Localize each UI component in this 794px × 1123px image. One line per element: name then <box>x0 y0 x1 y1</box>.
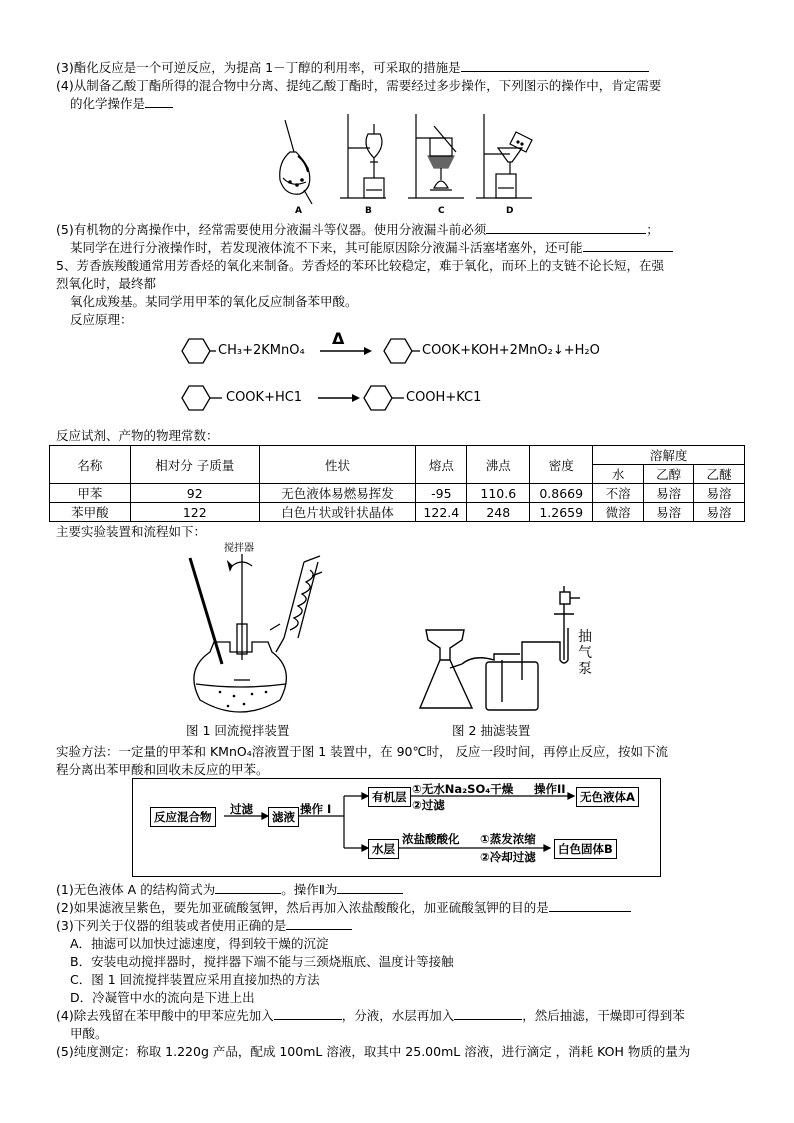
question-5: (5)纯度测定：称取 1.220g 产品，配成 100mL 溶液，取其中 25.00mL 溶液，进行滴定 ，消耗 KOH 物质的量为 <box>56 1044 691 1059</box>
q5-prior-line1: (5)有机物的分离操作中，经常需要使用分液漏斗等仪器。使用分液漏斗前必须 ； <box>56 222 659 237</box>
header-ethanol: 乙醇 <box>644 465 694 484</box>
method-line2: 程分离出苯甲酸和回收未反应的甲苯。 <box>56 762 269 777</box>
header-bp: 沸点 <box>467 446 530 484</box>
header-mp: 熔点 <box>416 446 467 484</box>
reaction1-left: CH₃+2KMnO₄ <box>218 343 305 358</box>
pump-label-1: 抽 <box>578 629 592 645</box>
flow-box-liquid-a: 无色液体A <box>576 787 639 807</box>
answer-blank[interactable] <box>549 899 631 912</box>
reaction1-right: COOK+KOH+2MnO₂↓+H₂O <box>422 343 600 358</box>
flow-label-evap: ①蒸发浓缩 <box>480 832 536 846</box>
method-line1: 实验方法：一定量的甲苯和 KMnO₄溶液置于图 1 装置中，在 90℃时， 反应一段时间，再停止反应，按如下流 <box>56 744 669 759</box>
answer-blank[interactable] <box>274 1007 342 1020</box>
stirrer-label: 搅拌器 <box>224 543 254 554</box>
cell-name: 苯甲酸 <box>50 503 131 522</box>
problem5-intro-line3: 氧化成羧基。某同学用甲苯的氧化反应制备苯甲酸。 <box>70 294 358 309</box>
reflux-stirring-apparatus-figure <box>180 552 340 716</box>
flow-box-aqueous: 水层 <box>368 839 399 859</box>
problem5-intro-line2: 烈氧化时，最终都 <box>56 276 157 291</box>
header-density: 密度 <box>530 446 593 484</box>
cell-ether: 易溶 <box>694 484 745 503</box>
cell-bp: 110.6 <box>467 484 530 503</box>
option-a: A．抽滤可以加快过滤速度，得到较干燥的沉淀 <box>70 936 329 951</box>
q3-prior-line: (3)酯化反应是一个可逆反应，为提高 1－丁醇的利用率，可采取的措施是 <box>56 59 649 76</box>
question-3: (3)下列关于仪器的组装或者使用正确的是 <box>56 917 352 934</box>
answer-blank[interactable] <box>337 881 403 894</box>
answer-blank[interactable] <box>145 95 173 108</box>
q4-prior-line2: 的化学操作是 <box>70 95 173 112</box>
fig2-caption: 图 2 抽滤装置 <box>452 723 531 738</box>
flow-label-dry: ①无水Na₂SO₄干燥 <box>412 782 514 796</box>
header-ether: 乙醚 <box>694 465 745 484</box>
benzene-ring-icon <box>174 380 224 416</box>
question-2: (2)如果滤液呈紫色，要先加亚硫酸氢钾，然后再加入浓盐酸酸化，加亚硫酸氢钾的目的是 <box>56 899 631 916</box>
cell-appearance: 白色片状或针状晶体 <box>259 503 416 522</box>
table-row <box>50 503 745 522</box>
answer-blank[interactable] <box>286 917 352 930</box>
cell-appearance: 无色液体易燃易挥发 <box>259 484 416 503</box>
option-d: D．冷凝管中水的流向是下进上出 <box>70 990 255 1005</box>
flow-label-acidify: 浓盐酸酸化 <box>402 832 460 846</box>
flow-box-solid-b: 白色固体B <box>554 839 617 859</box>
separation-apparatus-figure <box>270 112 540 218</box>
apparatus-b-icon <box>340 114 386 198</box>
question-4: (4)除去残留在苯甲酸中的甲苯应先加入 ，分液，水层再加入 ，然后抽滤，干燥即可得到苯 <box>56 1008 685 1023</box>
table-header-row <box>50 446 745 465</box>
flow-label-op1: 操作 I <box>300 802 332 816</box>
answer-blank[interactable] <box>461 59 649 72</box>
reaction-title: 反应原理： <box>70 312 133 327</box>
header-name: 名称 <box>50 446 131 484</box>
benzene-ring-icon <box>376 333 422 369</box>
answer-blank[interactable] <box>215 881 281 894</box>
answer-blank[interactable] <box>583 239 673 252</box>
pump-label-2: 气 <box>578 645 592 661</box>
option-c: C．图 1 回流搅拌装置应采用直接加热的方法 <box>70 972 320 987</box>
header-appearance: 性状 <box>259 446 416 484</box>
cell-ethanol: 易溶 <box>644 484 694 503</box>
apparatus-label-a: A <box>295 206 302 216</box>
pump-label-3: 泵 <box>578 661 592 677</box>
header-solubility: 溶解度 <box>593 446 745 465</box>
flow-label-cool: ②冷却过滤 <box>480 850 536 864</box>
q5-prior-line2: 某同学在进行分液操作时，若发现液体流不下来，其可能原因除分液漏斗活塞堵塞外，还可能 <box>70 239 673 256</box>
cell-bp: 248 <box>467 503 530 522</box>
flow-box-mixture: 反应混合物 <box>150 807 216 827</box>
flow-label-filter2: ②过滤 <box>412 798 445 812</box>
option-b: B．安装电动搅拌器时，搅拌器下端不能与三颈烧瓶底、温度计等接触 <box>70 954 454 969</box>
apparatus-label-c: C <box>438 206 445 216</box>
apparatus-a-icon <box>280 120 312 204</box>
apparatus-label-b: B <box>365 206 372 216</box>
reaction-arrow-icon <box>318 393 360 403</box>
fig1-caption: 图 1 回流搅拌装置 <box>186 723 290 738</box>
flow-box-organic: 有机层 <box>368 787 411 807</box>
table-row <box>50 484 745 503</box>
cell-mp: 122.4 <box>416 503 467 522</box>
question-1: (1)无色液体 A 的结构简式为 。操作Ⅱ为 <box>56 881 403 898</box>
cell-ether: 易溶 <box>694 503 745 522</box>
reaction2-right: COOH+KC1 <box>406 390 482 405</box>
setup-title: 主要实验装置和流程如下： <box>56 524 207 539</box>
question-4-cont: 甲酸。 <box>70 1026 108 1041</box>
cell-name: 甲苯 <box>50 484 131 503</box>
cell-water: 微溶 <box>593 503 644 522</box>
suction-filtration-apparatus-figure <box>414 584 584 716</box>
reaction2-left: COOK+HC1 <box>226 390 303 405</box>
flow-label-op2: 操作II <box>534 782 566 796</box>
table-title: 反应试剂、产物的物理常数： <box>56 428 219 443</box>
cell-mw: 122 <box>130 503 259 522</box>
problem5-intro-line1: 5、芳香族羧酸通常用芳香烃的氧化来制备。芳香烃的苯环比较稳定，难于氧化，而环上的支链不论长短，在强 <box>56 258 664 273</box>
benzene-ring-icon <box>174 333 216 369</box>
cell-ethanol: 易溶 <box>644 503 694 522</box>
reaction-arrow-icon <box>320 346 372 356</box>
flow-label-filter: 过滤 <box>230 802 253 816</box>
physical-constants-table <box>49 445 745 522</box>
header-water: 水 <box>593 465 644 484</box>
cell-water: 不溶 <box>593 484 644 503</box>
apparatus-c-icon <box>408 114 464 198</box>
cell-mw: 92 <box>130 484 259 503</box>
flow-box-filtrate: 滤液 <box>268 807 299 827</box>
apparatus-label-d: D <box>506 206 514 216</box>
cell-density: 1.2659 <box>530 503 593 522</box>
header-mw: 相对分 子质量 <box>130 446 259 484</box>
cell-mp: -95 <box>416 484 467 503</box>
answer-blank[interactable] <box>486 221 646 234</box>
cell-density: 0.8669 <box>530 484 593 503</box>
benzene-ring-icon <box>356 380 406 416</box>
reaction1-condition: Δ <box>332 329 345 348</box>
apparatus-d-icon <box>476 114 532 198</box>
answer-blank[interactable] <box>454 1007 522 1020</box>
q4-prior-line1: (4)从制备乙酸丁酯所得的混合物中分离、提纯乙酸丁酯时，需要经过多步操作，下列图示的操作中，肯定需要 <box>56 78 662 93</box>
